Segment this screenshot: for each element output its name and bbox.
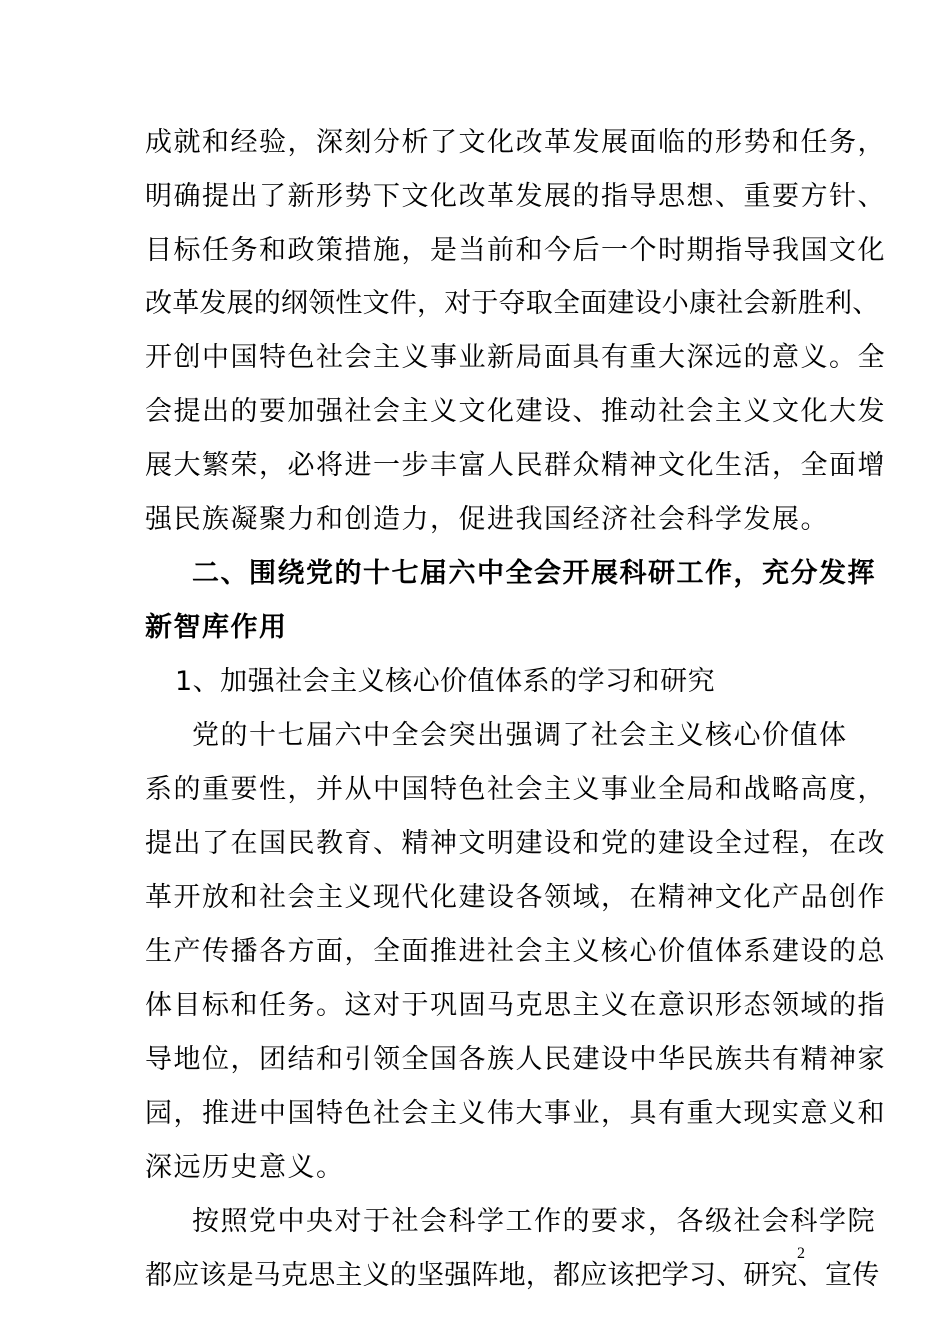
paragraph-line: 改革发展的纲领性文件，对于夺取全面建设小康社会新胜利、 xyxy=(145,288,880,319)
section-heading: 二、围绕党的十七届六中全会开展科研工作，充分发挥 xyxy=(192,558,876,589)
paragraph-line: 都应该是马克思主义的坚强阵地，都应该把学习、研究、宣传 xyxy=(145,1260,880,1291)
paragraph-line: 按照党中央对于社会科学工作的要求，各级社会科学院 xyxy=(192,1206,876,1237)
paragraph-line: 开创中国特色社会主义事业新局面具有重大深远的意义。全 xyxy=(145,342,886,373)
paragraph-line: 明确提出了新形势下文化改革发展的指导思想、重要方针、 xyxy=(145,181,886,212)
paragraph-line: 会提出的要加强社会主义文化建设、推动社会主义文化大发 xyxy=(145,396,886,427)
paragraph-line: 革开放和社会主义现代化建设各领域，在精神文化产品创作 xyxy=(145,882,886,913)
paragraph-line: 提出了在国民教育、精神文明建设和党的建设全过程，在改 xyxy=(145,828,886,859)
paragraph-line: 系的重要性，并从中国特色社会主义事业全局和战略高度， xyxy=(145,774,886,805)
paragraph-line: 园，推进中国特色社会主义伟大事业，具有重大现实意义和 xyxy=(145,1098,886,1129)
paragraph-line: 体目标和任务。这对于巩固马克思主义在意识形态领域的指 xyxy=(145,990,886,1021)
paragraph-line: 展大繁荣，必将进一步丰富人民群众精神文化生活，全面增 xyxy=(145,450,886,481)
paragraph-line: 党的十七届六中全会突出强调了社会主义核心价值体 xyxy=(192,720,848,751)
paragraph-line: 强民族凝聚力和创造力，促进我国经济社会科学发展。 xyxy=(145,504,829,535)
paragraph-line: 深远历史意义。 xyxy=(145,1152,345,1183)
subsection-heading: 1、加强社会主义核心价值体系的学习和研究 xyxy=(175,666,716,697)
paragraph-line: 成就和经验，深刻分析了文化改革发展面临的形势和任务， xyxy=(145,127,886,158)
page-number: 2 xyxy=(797,1245,805,1262)
paragraph-line: 导地位，团结和引领全国各族人民建设中华民族共有精神家 xyxy=(145,1044,886,1075)
paragraph-line: 目标任务和政策措施，是当前和今后一个时期指导我国文化 xyxy=(145,235,886,266)
paragraph-line: 生产传播各方面，全面推进社会主义核心价值体系建设的总 xyxy=(145,936,886,967)
section-heading-continued: 新智库作用 xyxy=(145,612,288,643)
